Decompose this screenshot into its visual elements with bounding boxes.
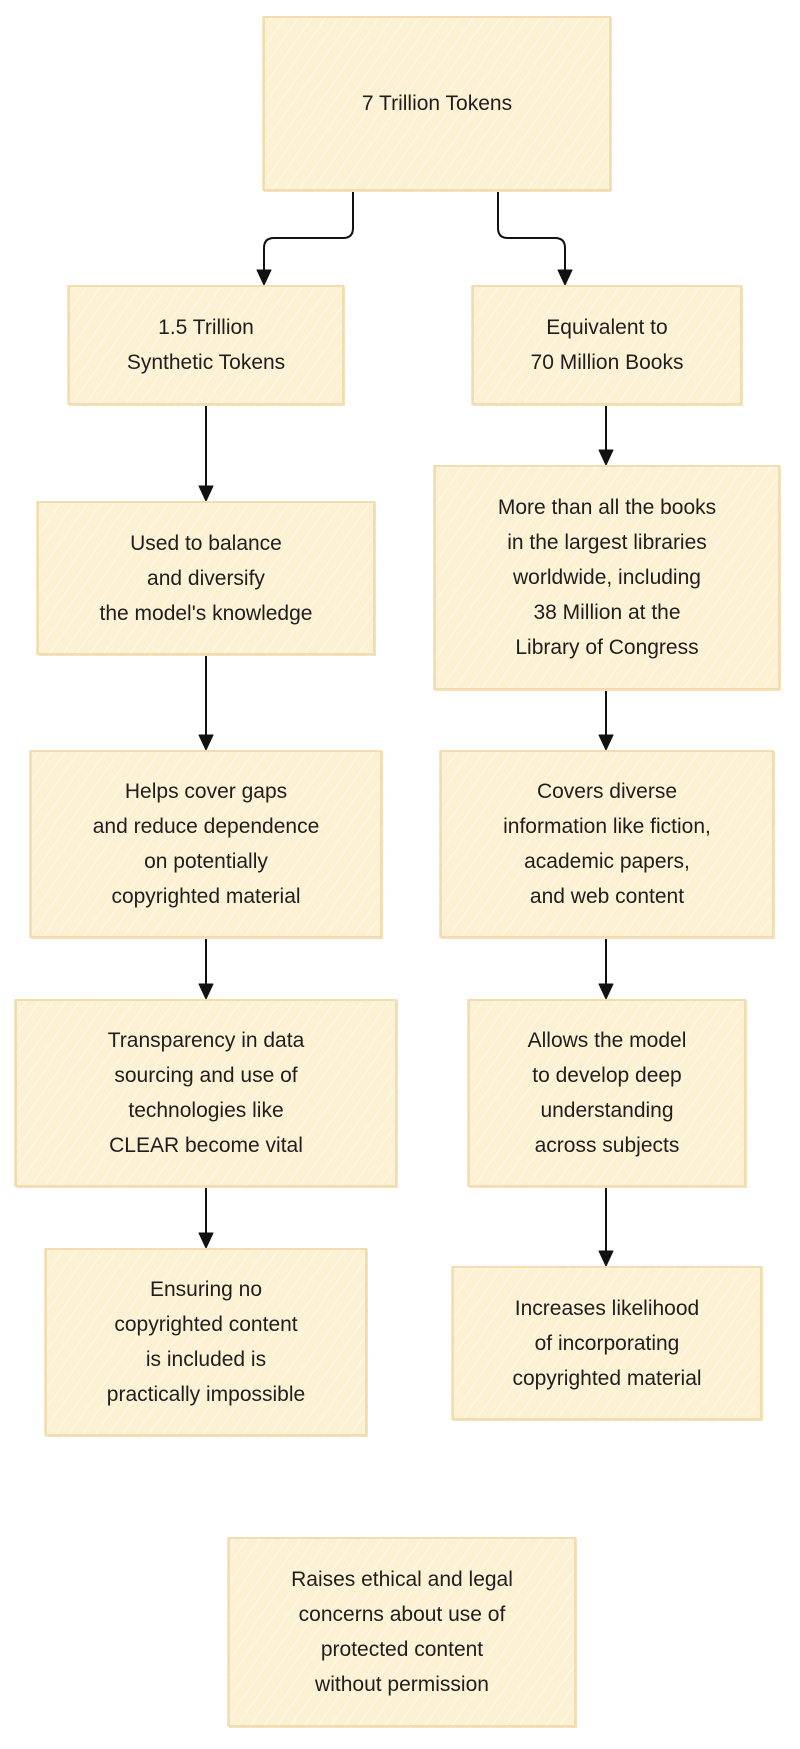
node-transparency bbox=[15, 999, 397, 1187]
node-label: Increases likelihood of incorporating copyrighted material bbox=[512, 1296, 702, 1390]
arrowhead bbox=[599, 735, 613, 750]
edge-diverse-deep bbox=[599, 938, 613, 999]
arrowhead bbox=[599, 984, 613, 999]
edge-books-libraries bbox=[599, 405, 613, 465]
node-root bbox=[263, 16, 611, 191]
node-gaps bbox=[30, 750, 382, 938]
node-impossible bbox=[45, 1248, 367, 1436]
arrowhead bbox=[558, 270, 572, 285]
node-label: Raises ethical and legal concerns about use of protected content without permission bbox=[291, 1568, 513, 1696]
arrowhead bbox=[199, 735, 213, 750]
node-books bbox=[472, 285, 742, 405]
node-label: Helps cover gaps and reduce dependence on potentially copyrighted material bbox=[92, 780, 320, 908]
edge-transparency-impossible bbox=[199, 1187, 213, 1248]
edge-balance-gaps bbox=[199, 655, 213, 750]
node-label: More than all the books in the largest libraries worldwide, including 38 Million at the Library of Congress bbox=[497, 496, 717, 659]
node-libraries bbox=[434, 465, 780, 690]
arrowhead bbox=[599, 450, 613, 465]
node-label: Covers diverse information like fiction, academic papers, and web content bbox=[503, 780, 711, 908]
node-label: Ensuring no copyrighted content is included is practically impossible bbox=[106, 1278, 306, 1406]
edge-gaps-transparency bbox=[199, 938, 213, 999]
edge-root-books bbox=[498, 191, 572, 285]
node-label: Used to balance and diversify the model's knowledge bbox=[99, 531, 313, 625]
node-label: Equivalent to 70 Million Books bbox=[530, 316, 684, 374]
node-deep bbox=[468, 999, 746, 1187]
arrowhead bbox=[199, 984, 213, 999]
edge-deep-likelihood bbox=[599, 1187, 613, 1266]
node-synthetic bbox=[68, 285, 344, 405]
edge-synthetic-balance bbox=[199, 405, 213, 501]
node-ethical bbox=[228, 1537, 576, 1727]
arrowhead bbox=[599, 1251, 613, 1266]
node-likelihood bbox=[452, 1266, 762, 1420]
node-label: 1.5 Trillion Synthetic Tokens bbox=[126, 316, 286, 374]
arrowhead bbox=[199, 486, 213, 501]
edge-root-synthetic bbox=[257, 191, 353, 285]
node-balance bbox=[37, 501, 375, 655]
node-label: Allows the model to develop deep understanding across subjects bbox=[527, 1029, 687, 1157]
arrowhead bbox=[257, 270, 271, 285]
edge-libraries-diverse bbox=[599, 690, 613, 750]
arrowhead bbox=[199, 1233, 213, 1248]
node-label: Transparency in data sourcing and use of technologies like CLEAR become vital bbox=[107, 1029, 305, 1157]
node-diverse bbox=[440, 750, 774, 938]
node-label: 7 Trillion Tokens bbox=[361, 92, 513, 115]
